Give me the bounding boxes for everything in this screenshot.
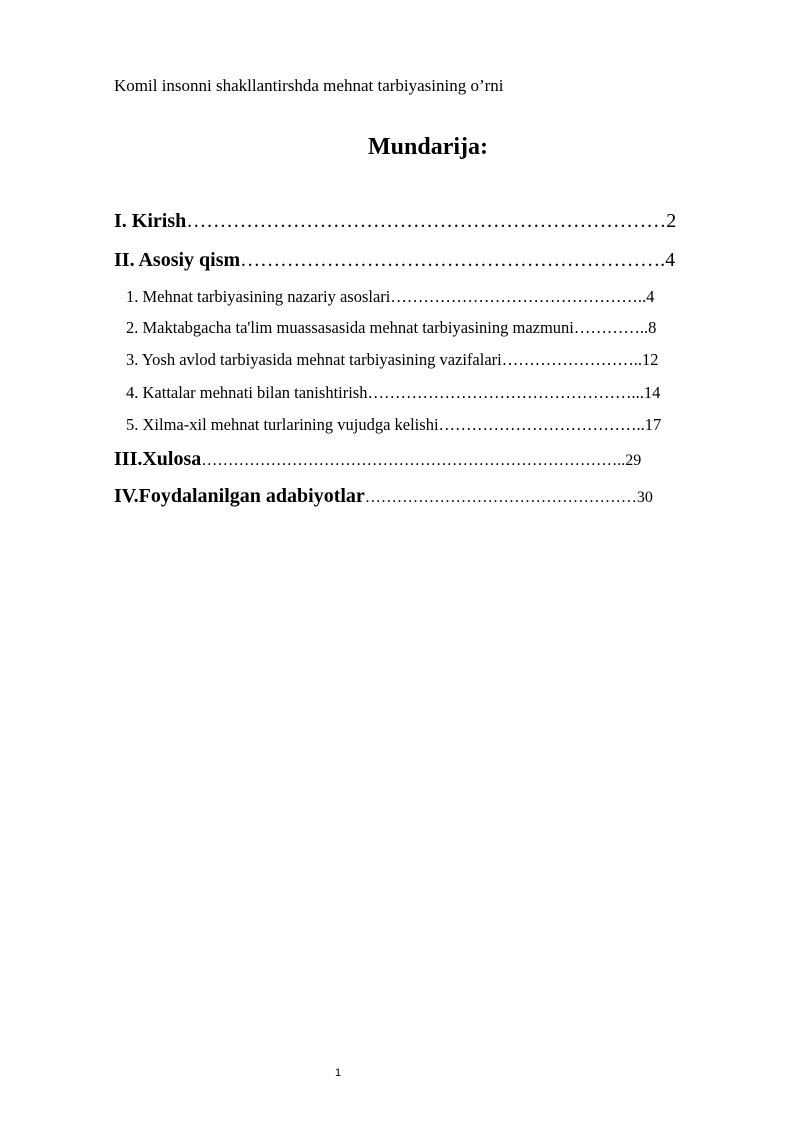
toc-page-number: 4 [646,287,655,306]
toc-heading: Mundarija: [368,134,488,160]
toc-entry-label: 5. Xilma-xil mehnat turlarining vujudga kelishi [126,415,439,434]
toc-entry-label: 1. Mehnat tarbiyasining nazariy asoslari [126,287,391,306]
toc-page-number: 29 [625,452,642,469]
toc-leader-dots: ………………………………………………………. [240,249,666,271]
toc-entry-xulosa[interactable] [114,448,641,471]
toc-leader-dots: …………………………………………………………………….. [201,452,626,469]
toc-leader-dots: ……………………………………….. [390,287,647,306]
toc-subentry-1[interactable] [126,287,654,307]
document-title: Komil insonni shakllantirshda mehnat tarbiyasining o’rni [114,76,504,95]
toc-leader-dots: ………….. [573,318,649,337]
toc-entry-label: III.Xulosa [114,448,202,470]
toc-page-number: 4 [665,249,676,271]
toc-page-number: 14 [643,383,661,402]
toc-entry-adabiyotlar[interactable] [114,485,653,508]
toc-leader-dots: …………………….. [501,350,642,369]
toc-entry-label: II. Asosiy qism [114,249,241,271]
page-number: 1 [334,1067,342,1079]
toc-page-number: 17 [644,415,662,434]
toc-entry-asosiy-qism[interactable] [114,249,675,272]
toc-subentry-4[interactable] [126,383,660,403]
toc-leader-dots: …………………………………………... [367,383,644,402]
toc-page-number: 12 [642,350,659,369]
toc-page-number: 2 [666,210,677,232]
toc-subentry-5[interactable] [126,415,661,435]
toc-entry-label: 3. Yosh avlod tarbiyasida mehnat tarbiyasining vazifalari [126,350,502,369]
toc-leader-dots: ……………………………………………………………… [186,210,667,232]
toc-subentry-3[interactable] [126,350,659,370]
toc-entry-label: IV.Foydalanilgan adabiyotlar [114,485,365,507]
toc-entry-label: I. Kirish [114,210,187,232]
toc-entry-kirish[interactable] [114,210,676,233]
toc-entry-label: 2. Maktabgacha ta'lim muassasasida mehnat tarbiyasining mazmuni [126,318,574,337]
toc-leader-dots: ……………………………….. [438,415,645,434]
toc-leader-dots: …………………………………………… [364,489,637,506]
toc-subentry-2[interactable] [126,318,656,338]
toc-entry-label: 4. Kattalar mehnati bilan tanishtirish [126,383,368,402]
toc-page-number: 8 [648,318,657,337]
toc-page-number: 30 [636,489,653,506]
